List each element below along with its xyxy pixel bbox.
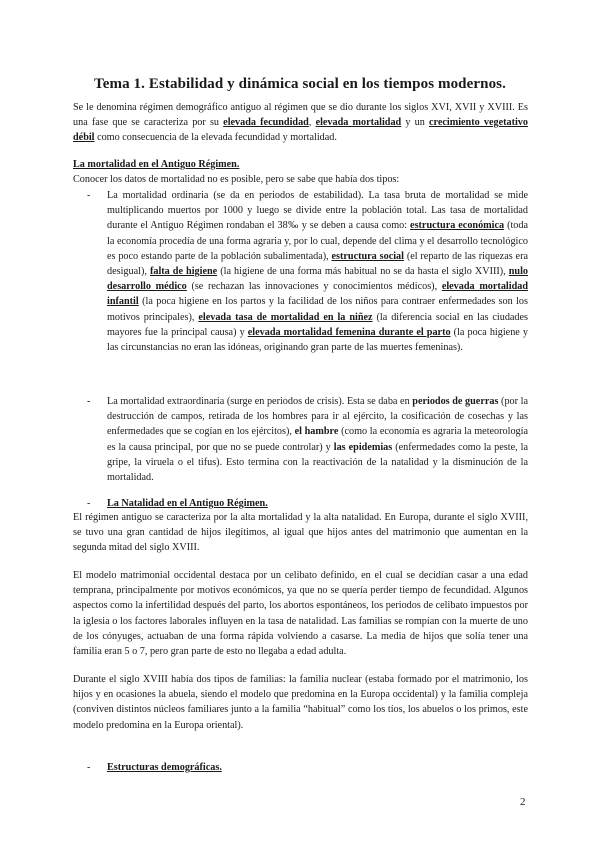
item-bold: elevada mortalidad infantil xyxy=(107,281,528,308)
intro-bold-crecimiento: crecimiento vegetativo débil xyxy=(73,117,528,144)
item-bold: elevada mortalidad femenina durante el parto xyxy=(247,326,451,338)
item-bold: estructura económica xyxy=(410,220,505,232)
page-number: 2 xyxy=(520,796,526,808)
item-bold: falta de higiene xyxy=(149,266,218,278)
intro-text: y un xyxy=(401,117,429,129)
intro-text: , xyxy=(308,117,316,129)
item-bold: elevada tasa de mortalidad en la niñez xyxy=(198,311,373,323)
item-text: (la higiene de una forma más habitual no se da hasta el siglo XVIII), xyxy=(217,266,509,278)
natalidad-paragraph-1: El régimen antiguo se caracteriza por la alta mortalidad y la alta natalidad. En Europa, durante el siglo XVIII, se tuvo una gran cantidad de hijos ilegítimos, al igual que hijos antes del matrimonio que aumentan en la segunda mitad del siglo XVIII. xyxy=(73,512,528,554)
natalidad-paragraph-2: El modelo matrimonial occidental destaca por un celibato definido, en el cual se decidían casar a una edad temprana, principalmente por motivos económicos, ya que no se quería perder tiempo de fecundidad. Algunos aspectos como la infertilidad después del parto, los abortos espontáneos, los periodos de celibato impuestos por la iglesia o los factores laborales influyen en la tasa de natalidad. Las familias se rompían con la muerte de uno de los cónyuges, actuaban de una forma rápida volviendo a casarse. La media de hijos que solía tener una familia eran 5 o 7, pero gran parte de esto no llegaba a edad adulta. xyxy=(73,570,528,658)
item-bold: estructura social xyxy=(331,250,404,262)
item-text: (por la destrucción de campos, retirada de los hombres para ir al ejército, la cosificación de cosechas y las enfermedades que se cogían en los ejércitos), xyxy=(107,396,528,438)
item-text: (enfermedades como la peste, la gripe, la viruela o el tifus). Esto termina con la reactivación de la natalidad y la disminución de la mortalidad. xyxy=(107,441,528,484)
list-dash: - xyxy=(87,498,91,509)
list-dash: - xyxy=(87,396,91,407)
intro-bold-mortalidad: elevada mortalidad xyxy=(315,117,402,129)
item-bold: nulo desarrollo médico xyxy=(107,266,529,293)
item-text: (se rechazan las innovaciones y conocimientos médicos), xyxy=(186,281,442,293)
section-heading-mortalidad: La mortalidad en el Antiguo Régimen. xyxy=(73,159,240,170)
page-title: Tema 1. Estabilidad y dinámica social en los tiempos modernos. xyxy=(94,76,506,92)
item-text: (toda la economía procedía de una forma agraria y, por lo cual, depende del clima y el desarrollo tecnológico es poco estando parte de la población subalimentada), xyxy=(107,220,529,262)
item-bold: las epidemias xyxy=(333,441,393,453)
item-text: La mortalidad ordinaria (se da en periodos de estabilidad). La tasa bruta de mortalidad se mide multiplicando muertos por 1000 y luego se divide entre la población total. Las tasa de mortalidad durante el Antiguo Régimen rondaban el 38‰ y se deben a causa como: xyxy=(107,190,528,232)
natalidad-paragraph-3: Durante el siglo XVIII había dos tipos de familias: la familia nuclear (estaba formado por el matrimonio, los hijos y en ocasiones la abuela, siendo el modelo que predomina en la Europa occidental) y la familia compleja (conviven distintos núcleos familiares junto a la familia “habitual” como los tíos, los abuelos o los primos, este modelo predomina en la Europa oriental). xyxy=(73,674,528,731)
item-text: La mortalidad extraordinaria (surge en periodos de crisis). Esta se daba en xyxy=(107,396,413,407)
list-dash: - xyxy=(87,762,91,773)
list-item-ordinaria xyxy=(107,188,528,355)
intro-paragraph xyxy=(73,100,528,146)
item-text: (como la economía es agraria la meteorología es la causa principal, por que no se puede controlar) y xyxy=(107,426,529,453)
item-text: (el reparto de las riquezas era desigual), xyxy=(107,250,528,278)
list-item-extraordinaria xyxy=(107,394,528,485)
intro-text: como consecuencia de la elevada fecundidad y mortalidad. xyxy=(94,132,337,144)
intro-text: Se le denomina régimen demográfico antiguo al régimen que se dio durante los siglos XVI, XVII y XVIII. Es una fase que se caracteriza por su xyxy=(73,102,528,129)
item-bold: el hambre xyxy=(294,426,339,438)
item-text: (la poca higiene en los partos y la facilidad de los niños para contraer enfermedades son los motivos principales), xyxy=(107,296,528,323)
section-heading-natalidad: La Natalidad en el Antiguo Régimen. xyxy=(107,498,268,509)
list-dash: - xyxy=(87,190,91,201)
intro-bold-fecundidad: elevada fecundidad xyxy=(223,117,309,129)
section-heading-estructuras: Estructuras demográficas. xyxy=(107,762,222,773)
item-bold: periodos de guerras xyxy=(412,396,499,407)
item-text: (la poca higiene y las circunstancias no eran las idóneas, originando gran parte de las muertes femeninas). xyxy=(107,326,528,354)
item-text: (la diferencia social en las ciudades mayores fue la principal causa) y xyxy=(107,311,529,338)
mortalidad-lead: Conocer los datos de mortalidad no es posible, pero se sabe que había dos tipos: xyxy=(73,174,400,185)
